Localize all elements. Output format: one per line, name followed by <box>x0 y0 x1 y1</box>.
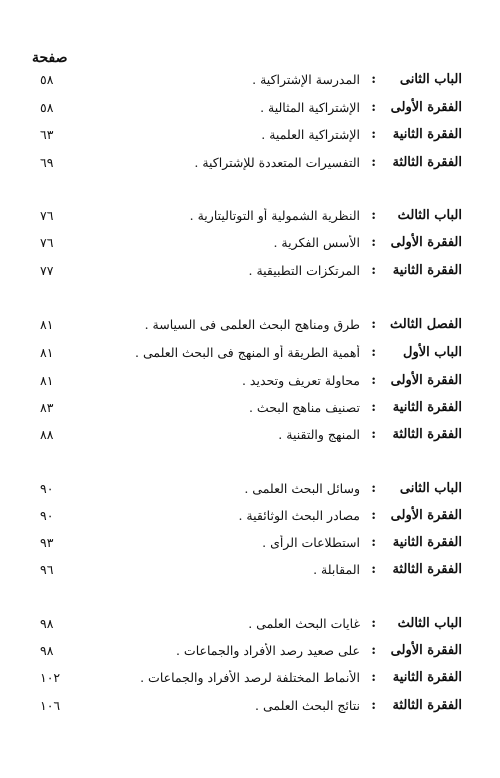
toc-entry <box>0 317 500 341</box>
toc-entry-title: الإشتراكية العلمية . <box>261 127 360 142</box>
toc-entry-page-number: ٦٣ <box>40 127 54 142</box>
toc-entry-colon: : <box>371 400 376 415</box>
toc-entry-heading: الفصل الثالث <box>390 317 462 332</box>
toc-entry-colon: : <box>371 427 376 442</box>
toc-entry-colon: : <box>371 562 376 577</box>
toc-entry-title: المدرسة الإشتراكية . <box>252 72 360 87</box>
toc-entry-page-number: ٨١ <box>40 317 54 332</box>
toc-entry-heading: الفقرة الثانية <box>392 670 462 685</box>
toc-entry-heading: الفقرة الثالثة <box>392 698 462 713</box>
toc-entry <box>0 562 500 586</box>
toc-entry-title: النظرية الشمولية أو التوتاليتارية . <box>189 208 360 223</box>
toc-entry <box>0 100 500 124</box>
toc-entry-colon: : <box>371 373 376 388</box>
toc-entry-colon: : <box>371 72 376 87</box>
toc-entry-title: غايات البحث العلمى . <box>248 616 360 631</box>
toc-entry-colon: : <box>371 100 376 115</box>
toc-entry-colon: : <box>371 670 376 685</box>
toc-entry-title: المنهج والتقنية . <box>278 427 360 442</box>
toc-entry-title: الأنماط المختلفة لرصد الأفراد والجماعات . <box>140 670 360 685</box>
toc-entry-heading: الباب الثالث <box>397 616 462 631</box>
toc-entry <box>0 155 500 179</box>
toc-entry-colon: : <box>371 698 376 713</box>
toc-entry-heading: الباب الثالث <box>397 208 462 223</box>
toc-entry <box>0 427 500 451</box>
toc-entry <box>0 698 500 722</box>
toc-entry-heading: الفقرة الأولى <box>390 235 462 250</box>
toc-entry-title: المرتكزات التطبيقية . <box>248 263 360 278</box>
toc-entry-page-number: ٥٨ <box>40 100 54 115</box>
toc-entry-page-number: ٨١ <box>40 373 54 388</box>
toc-entry-colon: : <box>371 317 376 332</box>
toc-entry-title: استطلاعات الرأى . <box>262 535 360 550</box>
toc-entry <box>0 616 500 640</box>
toc-entry-colon: : <box>371 208 376 223</box>
toc-entry-page-number: ٩٠ <box>40 508 54 523</box>
toc-entry-page-number: ٩٠ <box>40 481 54 496</box>
toc-entry-page-number: ٩٣ <box>40 535 54 550</box>
toc-entry-colon: : <box>371 263 376 278</box>
toc-entry-heading: الفقرة الثانية <box>392 127 462 142</box>
toc-entry <box>0 670 500 694</box>
toc-entry-page-number: ٨١ <box>40 345 54 360</box>
toc-entry-heading: الفقرة الثالثة <box>392 155 462 170</box>
toc-entry-page-number: ١٠٢ <box>40 670 61 685</box>
page-column-label: صفحة <box>32 50 68 66</box>
toc-entry-title: وسائل البحث العلمى . <box>244 481 360 496</box>
toc-entry-colon: : <box>371 616 376 631</box>
toc-entry <box>0 345 500 369</box>
toc-entry-title: محاولة تعريف وتحديد . <box>241 373 360 388</box>
toc-entry-heading: الفقرة الثالثة <box>392 562 462 577</box>
toc-entry-page-number: ١٠٦ <box>40 698 61 713</box>
toc-entry-title: مصادر البحث الوثائقية . <box>238 508 360 523</box>
toc-entry-heading: الباب الثانى <box>399 72 462 87</box>
toc-entry-page-number: ٧٦ <box>40 235 54 250</box>
toc-entry-heading: الفقرة الأولى <box>390 508 462 523</box>
toc-entry-heading: الباب الثانى <box>399 481 462 496</box>
toc-entry-title: على صعيد رصد الأفراد والجماعات . <box>175 643 360 658</box>
toc-entry-heading: الباب الأول <box>403 345 462 360</box>
toc-entry-colon: : <box>371 155 376 170</box>
toc-entry <box>0 127 500 151</box>
toc-entry-heading: الفقرة الثانية <box>392 263 462 278</box>
toc-entry-page-number: ٨٨ <box>40 427 54 442</box>
toc-entry-title: المقابلة . <box>313 562 360 577</box>
toc-entry-page-number: ٧٦ <box>40 208 54 223</box>
toc-entry-title: طرق ومناهج البحث العلمى فى السياسة . <box>144 317 360 332</box>
toc-entry-page-number: ٧٧ <box>40 263 54 278</box>
toc-entry-colon: : <box>371 481 376 496</box>
toc-entry <box>0 235 500 259</box>
toc-entry-heading: الفقرة الثانية <box>392 535 462 550</box>
toc-entry-title: تصنيف مناهج البحث . <box>248 400 360 415</box>
toc-entry <box>0 535 500 559</box>
toc-entry-title: أهمية الطريقة أو المنهج فى البحث العلمى . <box>135 345 360 360</box>
toc-entry-heading: الفقرة الأولى <box>390 643 462 658</box>
toc-entry-colon: : <box>371 535 376 550</box>
toc-entry-heading: الفقرة الثالثة <box>392 427 462 442</box>
toc-entry <box>0 643 500 667</box>
toc-entry-colon: : <box>371 235 376 250</box>
toc-entry <box>0 400 500 424</box>
toc-entry-page-number: ٩٨ <box>40 643 54 658</box>
toc-entry-colon: : <box>371 643 376 658</box>
toc-entry <box>0 208 500 232</box>
toc-entry-heading: الفقرة الثانية <box>392 400 462 415</box>
toc-entry-title: الإشتراكية المثالية . <box>260 100 360 115</box>
toc-entry <box>0 508 500 532</box>
toc-entry-page-number: ٦٩ <box>40 155 54 170</box>
toc-entry <box>0 72 500 96</box>
toc-entry-page-number: ٩٨ <box>40 616 54 631</box>
toc-entry-heading: الفقرة الأولى <box>390 100 462 115</box>
toc-entry-colon: : <box>371 127 376 142</box>
toc-entry-title: الأسس الفكرية . <box>273 235 360 250</box>
toc-entry-page-number: ٨٣ <box>40 400 54 415</box>
toc-entry-colon: : <box>371 508 376 523</box>
toc-entry-page-number: ٩٦ <box>40 562 54 577</box>
toc-entry <box>0 263 500 287</box>
toc-entry-title: التفسيرات المتعددة للإشتراكية . <box>194 155 360 170</box>
toc-entry-page-number: ٥٨ <box>40 72 54 87</box>
toc-entry <box>0 373 500 397</box>
toc-entry-heading: الفقرة الأولى <box>390 373 462 388</box>
toc-entry <box>0 481 500 505</box>
toc-entry-title: نتائج البحث العلمى . <box>255 698 360 713</box>
toc-entry-colon: : <box>371 345 376 360</box>
